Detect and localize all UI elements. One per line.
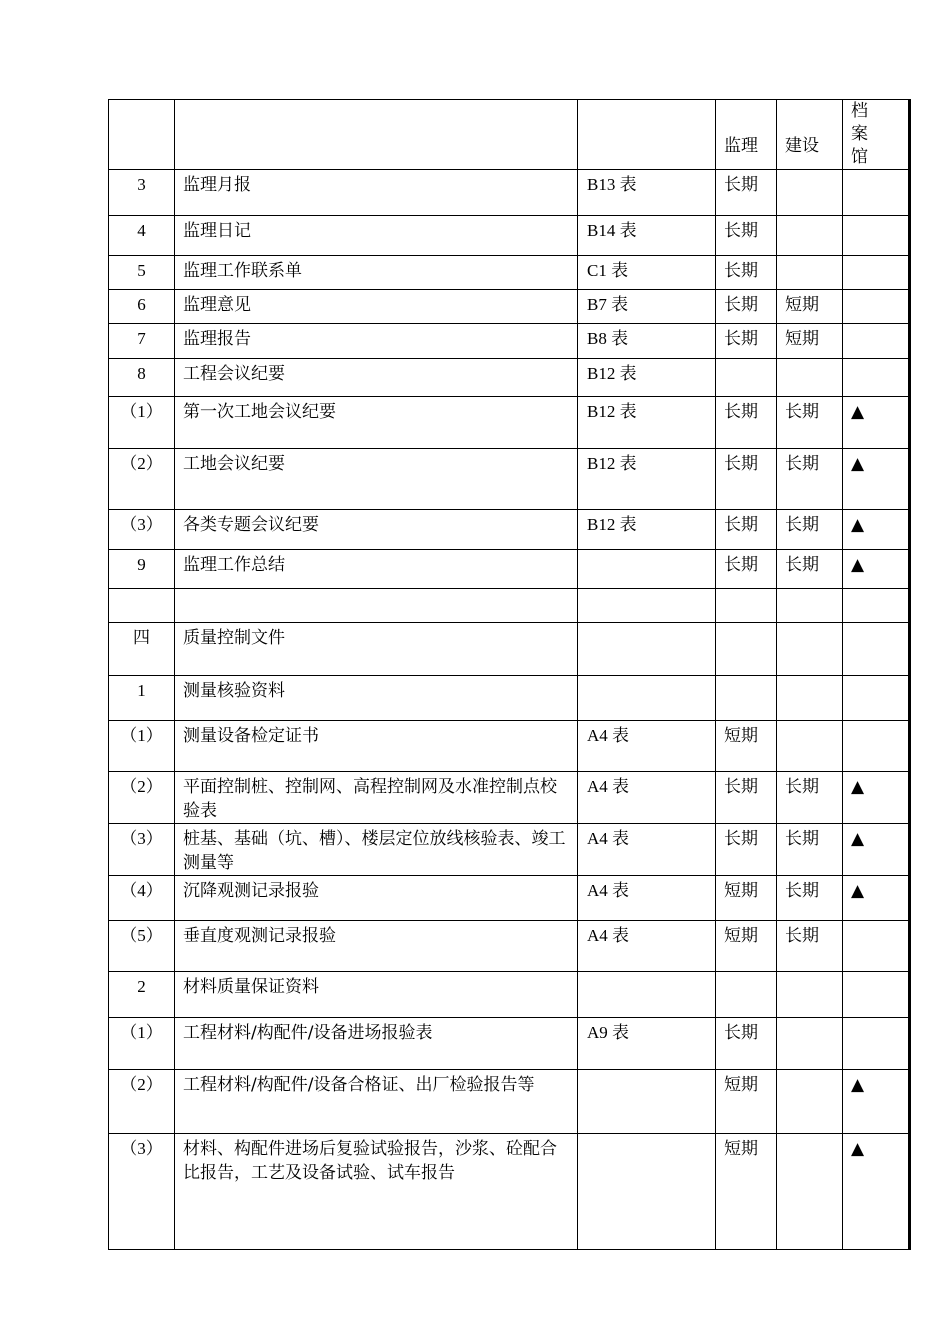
- row-number: [109, 589, 175, 623]
- row-supervisor-retention: 长期: [716, 256, 777, 290]
- row-construction-retention: [777, 256, 843, 290]
- row-number: （2）: [109, 772, 175, 824]
- row-supervisor-retention: [716, 589, 777, 623]
- row-form-code: A4 表: [578, 876, 716, 921]
- row-construction-retention: 短期: [777, 290, 843, 324]
- row-construction-retention: [777, 359, 843, 397]
- row-form-code: B12 表: [578, 397, 716, 449]
- table-row: [109, 972, 910, 1018]
- table-row: [109, 623, 910, 676]
- row-archive-mark: [843, 324, 910, 359]
- row-form-code: A9 表: [578, 1018, 716, 1070]
- row-form-code: B8 表: [578, 324, 716, 359]
- header-no-cell: [109, 100, 175, 170]
- table-row: [109, 170, 910, 216]
- row-number: （2）: [109, 449, 175, 510]
- table-row: [109, 876, 910, 921]
- row-archive-mark: ▲: [843, 397, 910, 449]
- row-archive-mark: [843, 972, 910, 1018]
- row-document-name: 沉降观测记录报验: [175, 876, 578, 921]
- row-number: 四: [109, 623, 175, 676]
- row-number: （3）: [109, 1134, 175, 1250]
- row-form-code: [578, 1070, 716, 1134]
- row-number: （1）: [109, 1018, 175, 1070]
- row-number: 8: [109, 359, 175, 397]
- table-row: [109, 290, 910, 324]
- row-construction-retention: 长期: [777, 550, 843, 589]
- row-construction-retention: 长期: [777, 510, 843, 550]
- row-form-code: A4 表: [578, 721, 716, 772]
- row-document-name: 垂直度观测记录报验: [175, 921, 578, 972]
- row-archive-mark: ▲: [843, 876, 910, 921]
- row-form-code: [578, 972, 716, 1018]
- table-header-row: [109, 100, 910, 170]
- row-form-code: B12 表: [578, 359, 716, 397]
- row-construction-retention: 长期: [777, 824, 843, 876]
- row-archive-mark: [843, 359, 910, 397]
- row-supervisor-retention: 长期: [716, 397, 777, 449]
- archive-retention-table: [108, 99, 911, 1250]
- row-supervisor-retention: [716, 972, 777, 1018]
- row-archive-mark: [843, 921, 910, 972]
- row-supervisor-retention: [716, 359, 777, 397]
- row-form-code: [578, 550, 716, 589]
- header-construction: 建设: [777, 100, 843, 170]
- table-row: [109, 1070, 910, 1134]
- row-archive-mark: [843, 721, 910, 772]
- row-document-name: 质量控制文件: [175, 623, 578, 676]
- row-document-name: 工地会议纪要: [175, 449, 578, 510]
- row-archive-mark: [843, 170, 910, 216]
- table-row: [109, 256, 910, 290]
- row-supervisor-retention: 长期: [716, 290, 777, 324]
- row-form-code: B12 表: [578, 449, 716, 510]
- row-number: 5: [109, 256, 175, 290]
- row-document-name: 监理工作联系单: [175, 256, 578, 290]
- row-construction-retention: [777, 972, 843, 1018]
- row-form-code: [578, 623, 716, 676]
- row-document-name: 监理意见: [175, 290, 578, 324]
- row-number: （2）: [109, 1070, 175, 1134]
- row-supervisor-retention: 长期: [716, 170, 777, 216]
- row-document-name: [175, 589, 578, 623]
- row-supervisor-retention: 长期: [716, 449, 777, 510]
- row-construction-retention: [777, 1134, 843, 1250]
- row-construction-retention: [777, 1070, 843, 1134]
- row-document-name: 监理月报: [175, 170, 578, 216]
- table-row: [109, 1134, 910, 1250]
- row-supervisor-retention: 长期: [716, 772, 777, 824]
- table-row: [109, 397, 910, 449]
- row-form-code: [578, 589, 716, 623]
- row-supervisor-retention: 短期: [716, 1070, 777, 1134]
- row-construction-retention: 长期: [777, 772, 843, 824]
- row-construction-retention: 长期: [777, 876, 843, 921]
- row-form-code: B13 表: [578, 170, 716, 216]
- row-archive-mark: ▲: [843, 1134, 910, 1250]
- row-archive-mark: ▲: [843, 510, 910, 550]
- row-number: 4: [109, 216, 175, 256]
- row-archive-mark: [843, 216, 910, 256]
- row-document-name: 工程材料/构配件/设备进场报验表: [175, 1018, 578, 1070]
- row-document-name: 各类专题会议纪要: [175, 510, 578, 550]
- row-document-name: 测量设备检定证书: [175, 721, 578, 772]
- row-document-name: 监理工作总结: [175, 550, 578, 589]
- row-supervisor-retention: 长期: [716, 510, 777, 550]
- row-number: （1）: [109, 397, 175, 449]
- row-archive-mark: ▲: [843, 449, 910, 510]
- row-number: （4）: [109, 876, 175, 921]
- table-row: [109, 550, 910, 589]
- row-document-name: 监理日记: [175, 216, 578, 256]
- table-row: [109, 1018, 910, 1070]
- row-archive-mark: ▲: [843, 772, 910, 824]
- table-row: [109, 359, 910, 397]
- row-supervisor-retention: 长期: [716, 324, 777, 359]
- row-number: 7: [109, 324, 175, 359]
- header-code-cell: [578, 100, 716, 170]
- row-archive-mark: [843, 256, 910, 290]
- row-archive-mark: ▲: [843, 824, 910, 876]
- row-form-code: B14 表: [578, 216, 716, 256]
- row-construction-retention: 长期: [777, 449, 843, 510]
- table-row: [109, 721, 910, 772]
- record-table-sheet: [108, 99, 911, 1250]
- row-archive-mark: [843, 676, 910, 721]
- row-number: （1）: [109, 721, 175, 772]
- row-supervisor-retention: 长期: [716, 550, 777, 589]
- row-supervisor-retention: [716, 623, 777, 676]
- table-row: [109, 510, 910, 550]
- row-document-name: 监理报告: [175, 324, 578, 359]
- row-archive-mark: ▲: [843, 550, 910, 589]
- table-row: [109, 676, 910, 721]
- row-number: （3）: [109, 510, 175, 550]
- row-archive-mark: ▲: [843, 1070, 910, 1134]
- row-form-code: [578, 676, 716, 721]
- row-number: 2: [109, 972, 175, 1018]
- row-document-name: 测量核验资料: [175, 676, 578, 721]
- row-archive-mark: [843, 589, 910, 623]
- table-row: [109, 449, 910, 510]
- row-number: （3）: [109, 824, 175, 876]
- row-construction-retention: [777, 623, 843, 676]
- header-archive: 档 案 馆: [843, 100, 910, 170]
- row-number: 1: [109, 676, 175, 721]
- row-supervisor-retention: 长期: [716, 216, 777, 256]
- row-archive-mark: [843, 290, 910, 324]
- row-construction-retention: [777, 216, 843, 256]
- row-form-code: [578, 1134, 716, 1250]
- table-row: [109, 589, 910, 623]
- row-archive-mark: [843, 623, 910, 676]
- header-supervisor: 监理: [716, 100, 777, 170]
- table-row: [109, 772, 910, 824]
- row-document-name: 工程材料/构配件/设备合格证、出厂检验报告等: [175, 1070, 578, 1134]
- row-form-code: B7 表: [578, 290, 716, 324]
- row-document-name: 工程会议纪要: [175, 359, 578, 397]
- row-form-code: C1 表: [578, 256, 716, 290]
- table-row: [109, 216, 910, 256]
- header-name-cell: [175, 100, 578, 170]
- row-supervisor-retention: 短期: [716, 876, 777, 921]
- row-construction-retention: 短期: [777, 324, 843, 359]
- row-supervisor-retention: 短期: [716, 1134, 777, 1250]
- row-document-name: 第一次工地会议纪要: [175, 397, 578, 449]
- row-construction-retention: 长期: [777, 921, 843, 972]
- row-construction-retention: [777, 1018, 843, 1070]
- row-document-name: 材料质量保证资料: [175, 972, 578, 1018]
- row-form-code: B12 表: [578, 510, 716, 550]
- row-supervisor-retention: 长期: [716, 824, 777, 876]
- row-document-name: 桩基、基础（坑、槽）、楼层定位放线核验表、竣工测量等: [175, 824, 578, 876]
- row-supervisor-retention: [716, 676, 777, 721]
- table-row: [109, 324, 910, 359]
- row-supervisor-retention: 短期: [716, 721, 777, 772]
- row-construction-retention: [777, 721, 843, 772]
- row-construction-retention: [777, 676, 843, 721]
- row-number: 9: [109, 550, 175, 589]
- row-number: 3: [109, 170, 175, 216]
- row-construction-retention: 长期: [777, 397, 843, 449]
- row-archive-mark: [843, 1018, 910, 1070]
- row-form-code: A4 表: [578, 921, 716, 972]
- row-form-code: A4 表: [578, 772, 716, 824]
- row-supervisor-retention: 短期: [716, 921, 777, 972]
- row-construction-retention: [777, 589, 843, 623]
- row-number: 6: [109, 290, 175, 324]
- row-form-code: A4 表: [578, 824, 716, 876]
- row-supervisor-retention: 长期: [716, 1018, 777, 1070]
- row-document-name: 材料、构配件进场后复验试验报告，沙浆、砼配合比报告，工艺及设备试验、试车报告: [175, 1134, 578, 1250]
- row-number: （5）: [109, 921, 175, 972]
- table-row: [109, 824, 910, 876]
- row-document-name: 平面控制桩、控制网、高程控制网及水准控制点校验表: [175, 772, 578, 824]
- row-construction-retention: [777, 170, 843, 216]
- table-row: [109, 921, 910, 972]
